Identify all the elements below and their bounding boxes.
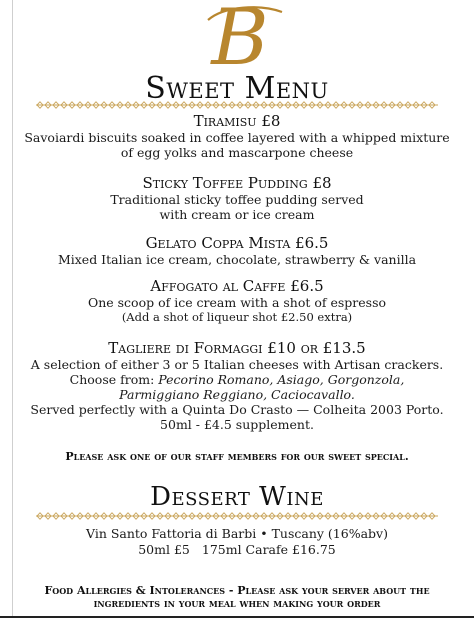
gold-divider-top [36, 101, 438, 109]
item-description: with cream or ice cream [159, 207, 315, 222]
choose-line [20, 372, 454, 387]
logo-letter: B [211, 2, 269, 74]
menu-item-tagliere-di-formaggi [20, 340, 454, 432]
allergy-notice-line: Food Allergies & Intolerances - Please ask your server about the [44, 584, 430, 597]
cheese-list-continued: Parmiggiano Reggiano, Caciocavallo. [119, 387, 355, 402]
dessert-wine-title: Dessert Wine [150, 482, 324, 512]
item-description: Savoiardi biscuits soaked in coffee layered with a whipped mixture [24, 130, 450, 145]
dessert-wine-item [20, 526, 454, 558]
sweet-menu-title: Sweet Menu [145, 71, 329, 106]
item-name: Sticky Toffee Pudding £8 [142, 174, 332, 192]
gold-divider-bottom [36, 512, 438, 520]
item-name: Tagliere di Formaggi £10 or £13.5 [108, 339, 366, 357]
wine-price-50ml: 50ml £5 [138, 542, 190, 557]
b-monogram-logo [190, 2, 290, 74]
item-name: Affogato al Caffe £6.5 [150, 277, 324, 295]
item-description: Traditional sticky toffee pudding served [110, 192, 364, 207]
pairing-line: Served perfectly with a Quinta Do Crasto — Colheita 2003 Porto. [30, 402, 444, 417]
menu-item-affogato [20, 278, 454, 325]
wine-prices [20, 542, 454, 558]
allergy-notice [20, 584, 454, 610]
item-description: of egg yolks and mascarpone cheese [120, 145, 354, 160]
menu-item-sticky-toffee-pudding [20, 175, 454, 222]
item-description: A selection of either 3 or 5 Italian cheeses with Artisan crackers. [30, 357, 444, 372]
item-description: One scoop of ice cream with a shot of espresso [87, 295, 387, 310]
wine-description: Vin Santo Fattoria di Barbi • Tuscany (16%abv) [86, 526, 388, 541]
item-description: Mixed Italian ice cream, chocolate, strawberry & vanilla [57, 252, 417, 267]
item-note: (Add a shot of liqueur shot £2.50 extra) [121, 310, 353, 324]
supplement-line: 50ml - £4.5 supplement. [160, 417, 314, 432]
wine-price-carafe: 175ml Carafe £16.75 [201, 542, 336, 557]
cheese-list: Pecorino Romano, Asiago, Gorgonzola, [158, 372, 405, 387]
menu-item-tiramisu [20, 113, 454, 160]
sweet-special-notice: Please ask one of our staff members for our sweet special. [65, 450, 409, 463]
choose-label: Choose from: [69, 372, 155, 387]
allergy-notice-line: ingredients in your meal when making your order [93, 597, 381, 610]
item-name: Gelato Coppa Mista £6.5 [145, 234, 329, 252]
menu-item-gelato-coppa-mista [20, 235, 454, 267]
item-name: Tiramisu £8 [193, 112, 281, 130]
